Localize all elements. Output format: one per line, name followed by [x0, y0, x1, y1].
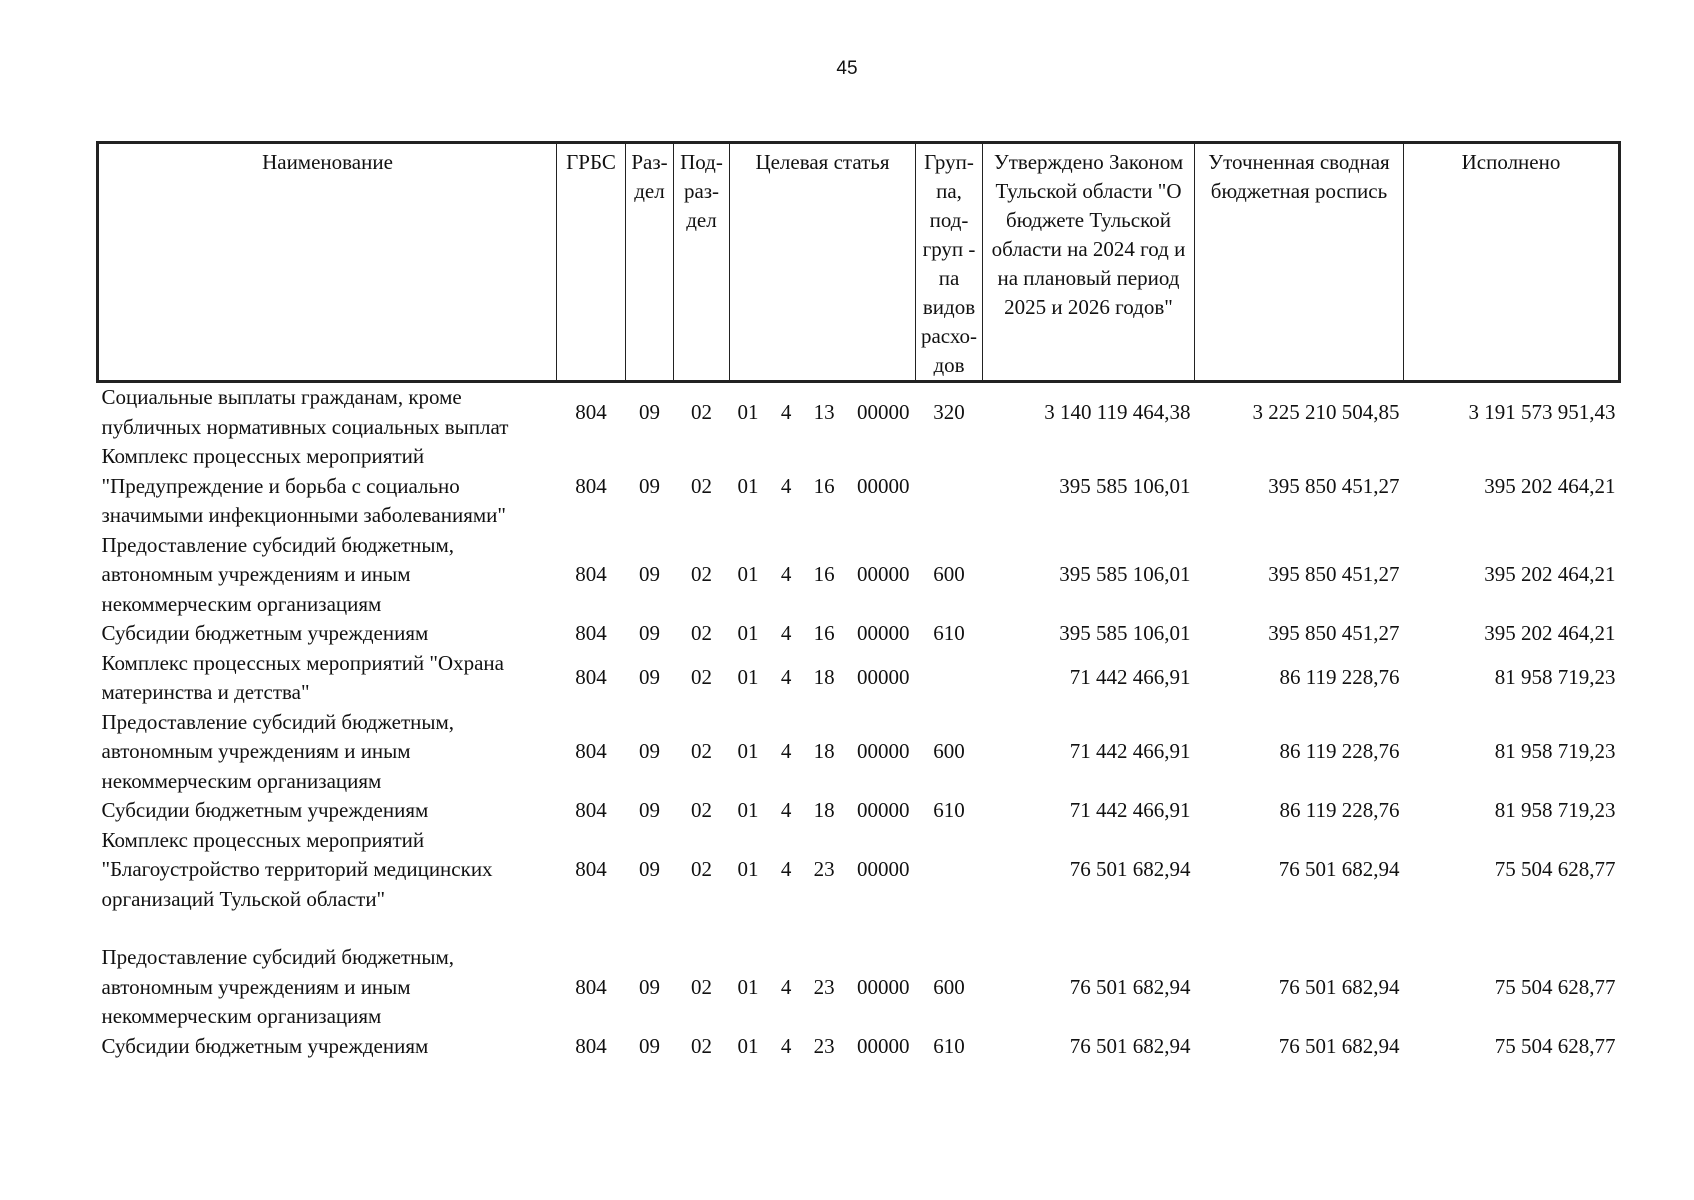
table-row	[98, 619, 1620, 649]
cell-ispolneno: 395 202 464,21	[1484, 473, 1616, 498]
celevaya-statya-part: 18	[813, 739, 835, 763]
table-body	[98, 382, 1620, 1062]
cell-vid-rashodov	[916, 442, 983, 531]
cell-name: Субсидии бюджетным учреждениям	[101, 1033, 429, 1058]
cell-utochnennaya: 76 501 682,94	[1278, 974, 1400, 999]
cell-podrazdel: 02	[691, 621, 712, 645]
cell-ispolneno: 395 202 464,21	[1484, 621, 1616, 645]
cell-vid-rashodov	[916, 649, 983, 708]
table-row	[98, 649, 1620, 708]
celevaya-statya-part: 4	[780, 1033, 792, 1058]
cell-grbs: 804	[575, 857, 607, 881]
header-name: Наименование	[98, 143, 557, 382]
cell-razdel: 09	[639, 798, 660, 822]
celevaya-statya-part: 01	[737, 739, 759, 763]
cell-podrazdel: 02	[691, 473, 712, 498]
header-utverzhdeno: Утверждено Законом Тульской области "О бюджете Тульской области на 2024 год и на плановый период 2025 и 2026 годов"	[983, 143, 1195, 382]
celevaya-statya-part: 18	[813, 665, 835, 690]
celevaya-statya-part: 18	[813, 798, 835, 822]
cell-utverzhdeno: 395 585 106,01	[1059, 621, 1191, 645]
table-row	[98, 943, 1620, 1032]
celevaya-statya-part: 4	[780, 739, 792, 763]
celevaya-statya-part: 00000	[856, 562, 910, 586]
celevaya-statya-part: 4	[780, 974, 792, 999]
cell-name: Социальные выплаты гражданам, кроме публичных нормативных социальных выплат	[101, 385, 509, 439]
cell-grbs: 804	[575, 562, 607, 586]
cell-grbs: 804	[575, 665, 607, 690]
cell-utverzhdeno: 76 501 682,94	[1069, 974, 1191, 999]
cell-razdel: 09	[639, 399, 660, 424]
cell-vid-rashodov: 600	[933, 739, 965, 763]
cell-grbs: 804	[575, 974, 607, 999]
table-row	[98, 796, 1620, 826]
cell-name: Комплекс процессных мероприятий "Предупреждение и борьба с социально значимыми инфекционными заболеваниями"	[101, 444, 506, 527]
cell-ispolneno: 395 202 464,21	[1484, 562, 1616, 586]
cell-utochnennaya: 3 225 210 504,85	[1252, 399, 1400, 424]
cell-name: Субсидии бюджетным учреждениям	[101, 621, 429, 645]
cell-razdel: 09	[639, 562, 660, 586]
celevaya-statya-part: 16	[813, 562, 835, 586]
cell-ispolneno: 3 191 573 951,43	[1468, 399, 1616, 424]
cell-utverzhdeno: 395 585 106,01	[1059, 473, 1191, 498]
celevaya-statya-part: 01	[737, 798, 759, 822]
row-spacer	[98, 914, 1620, 943]
cell-razdel: 09	[639, 1033, 660, 1058]
celevaya-statya-part: 01	[737, 621, 759, 645]
cell-utverzhdeno: 71 442 466,91	[1069, 739, 1191, 763]
cell-podrazdel: 02	[691, 739, 712, 763]
cell-vid-rashodov: 320	[933, 399, 965, 424]
celevaya-statya-part: 4	[780, 399, 792, 424]
cell-ispolneno: 75 504 628,77	[1494, 1033, 1616, 1058]
table-row	[98, 708, 1620, 797]
cell-grbs: 804	[575, 739, 607, 763]
cell-vid-rashodov: 610	[933, 798, 965, 822]
table-row	[98, 1032, 1620, 1062]
cell-celevaya-statya	[730, 708, 916, 797]
budget-table	[96, 141, 1621, 1061]
celevaya-statya-part: 23	[813, 857, 835, 881]
cell-celevaya-statya	[730, 619, 916, 649]
celevaya-statya-part: 4	[780, 798, 792, 822]
cell-grbs: 804	[575, 473, 607, 498]
celevaya-statya-part: 01	[737, 665, 759, 690]
cell-vid-rashodov	[916, 826, 983, 915]
celevaya-statya-part: 4	[780, 621, 792, 645]
celevaya-statya-part: 01	[737, 974, 759, 999]
celevaya-statya-part: 00000	[856, 621, 910, 645]
cell-podrazdel: 02	[691, 399, 712, 424]
cell-razdel: 09	[639, 665, 660, 690]
cell-celevaya-statya	[730, 1032, 916, 1062]
cell-podrazdel: 02	[691, 1033, 712, 1058]
celevaya-statya-part: 00000	[856, 665, 910, 690]
celevaya-statya-part: 00000	[856, 857, 910, 881]
cell-name: Предоставление субсидий бюджетным, автономным учреждениям и иным некоммерческим организациям	[101, 945, 455, 1028]
cell-name: Комплекс процессных мероприятий "Охрана материнства и детства"	[101, 650, 504, 704]
cell-celevaya-statya	[730, 943, 916, 1032]
header-utochnennaya: Уточненная сводная бюджетная роспись	[1195, 143, 1404, 382]
page-number: 45	[836, 58, 858, 79]
cell-razdel: 09	[639, 621, 660, 645]
cell-celevaya-statya	[730, 649, 916, 708]
cell-celevaya-statya	[730, 442, 916, 531]
cell-ispolneno: 75 504 628,77	[1494, 974, 1616, 999]
celevaya-statya-part: 13	[813, 399, 835, 424]
cell-razdel: 09	[639, 857, 660, 881]
header-podrazdel: Под-раз-дел	[674, 143, 730, 382]
cell-utochnennaya: 395 850 451,27	[1268, 473, 1400, 498]
cell-celevaya-statya	[730, 382, 916, 443]
cell-celevaya-statya	[730, 531, 916, 620]
cell-utverzhdeno: 71 442 466,91	[1069, 798, 1191, 822]
celevaya-statya-part: 00000	[856, 974, 910, 999]
cell-vid-rashodov: 610	[933, 1033, 965, 1058]
celevaya-statya-part: 01	[737, 473, 759, 498]
celevaya-statya-part: 4	[780, 665, 792, 690]
cell-utverzhdeno: 3 140 119 464,38	[1044, 399, 1191, 424]
cell-podrazdel: 02	[691, 857, 712, 881]
cell-vid-rashodov: 600	[933, 562, 965, 586]
celevaya-statya-part: 00000	[856, 798, 910, 822]
cell-grbs: 804	[575, 399, 607, 424]
cell-utverzhdeno: 76 501 682,94	[1069, 857, 1191, 881]
cell-utochnennaya: 76 501 682,94	[1278, 857, 1400, 881]
celevaya-statya-part: 4	[780, 473, 792, 498]
cell-podrazdel: 02	[691, 562, 712, 586]
celevaya-statya-part: 4	[780, 857, 792, 881]
celevaya-statya-part: 16	[813, 473, 835, 498]
cell-razdel: 09	[639, 473, 660, 498]
celevaya-statya-part: 01	[737, 562, 759, 586]
celevaya-statya-part: 00000	[856, 739, 910, 763]
cell-ispolneno: 75 504 628,77	[1494, 857, 1616, 881]
cell-grbs: 804	[575, 621, 607, 645]
cell-ispolneno: 81 958 719,23	[1494, 739, 1616, 763]
cell-name: Комплекс процессных мероприятий "Благоустройство территорий медицинских организаций Тульской области"	[101, 827, 493, 911]
header-ispolneno: Исполнено	[1404, 143, 1620, 382]
celevaya-statya-part: 4	[780, 562, 792, 586]
cell-utochnennaya: 76 501 682,94	[1278, 1033, 1400, 1058]
cell-utverzhdeno: 71 442 466,91	[1069, 665, 1191, 690]
cell-name: Субсидии бюджетным учреждениям	[101, 798, 429, 822]
cell-utochnennaya: 395 850 451,27	[1268, 562, 1400, 586]
header-razdel: Раз-дел	[626, 143, 674, 382]
cell-podrazdel: 02	[691, 974, 712, 999]
celevaya-statya-part: 16	[813, 621, 835, 645]
cell-celevaya-statya	[730, 796, 916, 826]
celevaya-statya-part: 23	[813, 1033, 835, 1058]
cell-utochnennaya: 86 119 228,76	[1279, 798, 1400, 822]
celevaya-statya-part: 01	[737, 857, 759, 881]
header-grbs: ГРБС	[557, 143, 626, 382]
cell-utochnennaya: 86 119 228,76	[1279, 665, 1400, 690]
celevaya-statya-part: 01	[737, 399, 759, 424]
cell-ispolneno: 81 958 719,23	[1494, 798, 1616, 822]
table-row	[98, 382, 1620, 443]
cell-name: Предоставление субсидий бюджетным, автономным учреждениям и иным некоммерческим организациям	[101, 709, 455, 793]
cell-utverzhdeno: 76 501 682,94	[1069, 1033, 1191, 1058]
cell-vid-rashodov: 610	[933, 621, 965, 645]
celevaya-statya-part: 01	[737, 1033, 759, 1058]
table-row	[98, 531, 1620, 620]
table-row	[98, 442, 1620, 531]
celevaya-statya-part: 23	[813, 974, 835, 999]
cell-grbs: 804	[575, 798, 607, 822]
cell-name: Предоставление субсидий бюджетным, автономным учреждениям и иным некоммерческим организациям	[101, 532, 455, 616]
celevaya-statya-part: 00000	[856, 473, 910, 498]
celevaya-statya-part: 00000	[856, 1033, 910, 1058]
table-header	[98, 143, 1620, 382]
cell-grbs: 804	[575, 1033, 607, 1058]
cell-vid-rashodov: 600	[933, 974, 965, 999]
table-row	[98, 826, 1620, 915]
cell-utverzhdeno: 395 585 106,01	[1059, 562, 1191, 586]
cell-podrazdel: 02	[691, 798, 712, 822]
cell-razdel: 09	[639, 974, 660, 999]
cell-celevaya-statya	[730, 826, 916, 915]
cell-podrazdel: 02	[691, 665, 712, 690]
header-vid-rashodov: Груп-па, под-груп - па видов расхо-дов	[916, 143, 983, 382]
cell-ispolneno: 81 958 719,23	[1494, 665, 1616, 690]
header-celevaya-statya: Целевая статья	[730, 143, 916, 382]
cell-razdel: 09	[639, 739, 660, 763]
celevaya-statya-part: 00000	[856, 399, 910, 424]
cell-utochnennaya: 86 119 228,76	[1279, 739, 1400, 763]
cell-utochnennaya: 395 850 451,27	[1268, 621, 1400, 645]
